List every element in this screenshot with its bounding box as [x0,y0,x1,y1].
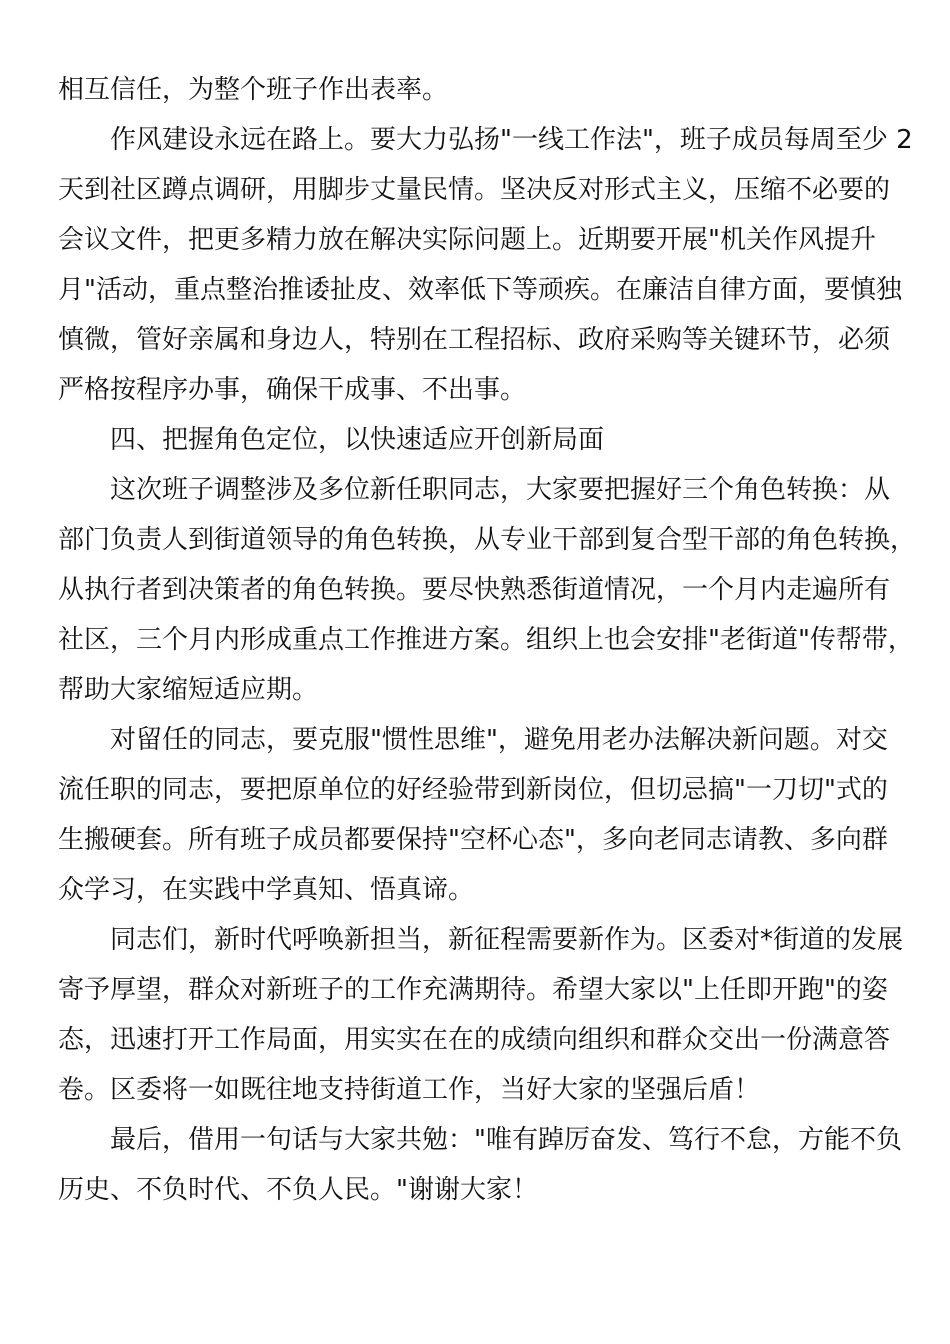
text-line: 社区，三个月内形成重点工作推进方案。组织上也会安排"老街道"传帮带， [58,625,914,655]
text-line: 严格按程序办事，确保干成事、不出事。 [58,375,527,405]
heading-line: 四、把握角色定位，以快速适应开创新局面 [110,425,605,455]
paragraph-final-words [58,1115,902,1215]
text-line: 相互信任，为整个班子作出表率。 [58,75,449,105]
text-line: 从执行者到决策者的角色转换。要尽快熟悉街道情况，一个月内走遍所有 [58,575,891,605]
document-body [58,65,917,1215]
text-line: 对留任的同志，要克服"惯性思维"，避免用老办法解决新问题。对交 [110,725,888,755]
paragraph-role-transition [58,465,917,715]
text-line: 帮助大家缩短适应期。 [58,675,319,705]
text-line: 流任职的同志，要把原单位的好经验带到新岗位，但切忌搞"一刀切"式的 [58,775,888,805]
text-line: 生搬硬套。所有班子成员都要保持"空杯心态"，多向老同志请教、多向群 [58,825,888,855]
text-line: 卷。区委将一如既往地支持街道工作，当好大家的坚强后盾！ [58,1075,761,1105]
text-line: 月"活动，重点整治推诿扯皮、效率低下等顽疾。在廉洁自律方面，要慎独 [58,275,902,305]
text-line: 众学习，在实践中学真知、悟真谛。 [58,875,475,905]
text-line: 作风建设永远在路上。要大力弘扬"一线工作法"，班子成员每周至少 2 [110,125,913,155]
text-line: 慎微，管好亲属和身边人，特别在工程招标、政府采购等关键环节，必须 [58,325,891,355]
text-line: 历史、不负时代、不负人民。"谢谢大家！ [58,1175,538,1205]
text-line: 部门负责人到街道领导的角色转换，从专业干部到复合型干部的角色转换， [58,525,917,555]
text-line: 会议文件，把更多精力放在解决实际问题上。近期要开展"机关作风提升 [58,225,876,255]
paragraph-continuation [58,65,894,115]
paragraph-closing-call [58,915,904,1115]
text-line: 这次班子调整涉及多位新任职同志，大家要把握好三个角色转换：从 [110,475,891,505]
text-line: 天到社区蹲点调研，用脚步丈量民情。坚决反对形式主义，压缩不必要的 [58,175,891,205]
text-line: 寄予厚望，群众对新班子的工作充满期待。希望大家以"上任即开跑"的姿 [58,975,888,1005]
text-line: 同志们，新时代呼唤新担当，新征程需要新作为。区委对*街道的发展 [110,925,904,955]
paragraph-work-style [58,115,913,415]
text-line: 态，迅速打开工作局面，用实实在在的成绩向组织和群众交出一份满意答 [58,1025,891,1055]
text-line: 最后，借用一句话与大家共勉："唯有踔厉奋发、笃行不怠，方能不负 [110,1125,902,1155]
section-heading [58,415,894,465]
paragraph-retained-staff [58,715,894,915]
